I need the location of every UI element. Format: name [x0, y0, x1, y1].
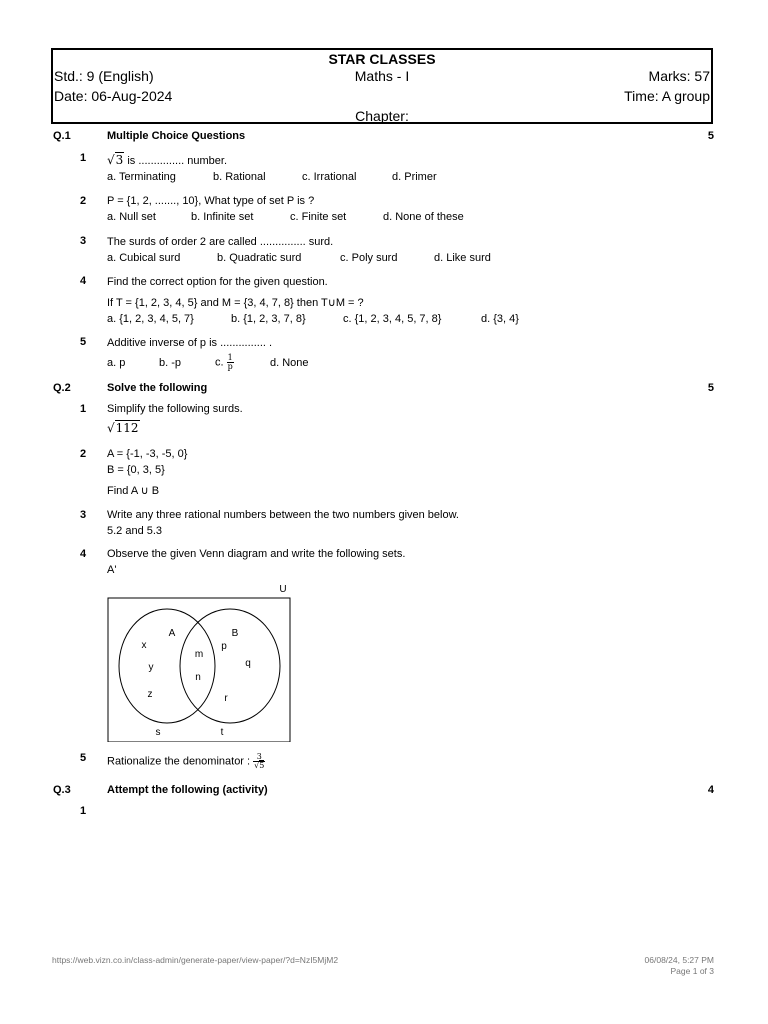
sqrt-symbol: √3: [107, 153, 124, 167]
q1-marks: 5: [707, 130, 714, 142]
q2-number: Q.2: [53, 382, 71, 394]
q2-4-number: 4: [80, 548, 87, 560]
footer-url: https://web.vizn.co.in/class-admin/generate-paper/view-paper/?d=NzI5MjM2: [52, 955, 339, 965]
standard-label: Std.: 9 (English): [54, 68, 154, 84]
q1-5-question: Additive inverse of p is ............... .: [107, 337, 273, 349]
venn-element-p: p: [221, 641, 227, 652]
date-label: Date: 06-Aug-2024: [54, 88, 173, 104]
q1-number: Q.1: [53, 130, 71, 142]
q1-5-number: 5: [80, 336, 87, 348]
q1-1-option-d: d. Primer: [392, 171, 437, 183]
footer-page: Page 1 of 3: [670, 966, 714, 976]
venn-universe-box: [108, 598, 290, 742]
q1-5-option-a: a. p: [107, 357, 126, 369]
q3-1-number: 1: [80, 805, 87, 817]
q1-2-option-d: d. None of these: [383, 211, 464, 223]
q2-4-set: A': [107, 564, 117, 576]
q2-1-number: 1: [80, 403, 87, 415]
q1-3-option-c: c. Poly surd: [340, 252, 398, 264]
q1-title: Multiple Choice Questions: [107, 130, 246, 142]
venn-circle-a: [119, 609, 215, 723]
q2-2-task: Find A ∪ B: [107, 485, 160, 497]
school-name: STAR CLASSES: [328, 51, 436, 67]
venn-circle-b: [180, 609, 280, 723]
q2-marks: 5: [707, 382, 714, 394]
fraction: $\frac{1}{p}$: [227, 353, 233, 371]
venn-element-s: s: [155, 727, 161, 738]
q1-4-option-d: d. {3, 4}: [481, 313, 519, 325]
q2-1-surd: [107, 421, 140, 435]
venn-universe-label: U: [279, 584, 287, 595]
venn-element-t: t: [220, 727, 224, 738]
q1-2-option-c: c. Finite set: [290, 211, 347, 223]
q2-2-set-a: A = {-1, -3, -5, 0}: [107, 448, 188, 460]
q1-4-option-a: a. {1, 2, 3, 4, 5, 7}: [107, 313, 194, 325]
sqrt-symbol: √112: [107, 421, 139, 435]
q1-1-number: 1: [80, 152, 87, 164]
marks-label: Marks: 57: [648, 68, 710, 84]
venn-label-a: A: [168, 628, 176, 639]
q3-title: Attempt the following (activity): [107, 784, 268, 796]
venn-element-n: n: [195, 672, 201, 683]
q1-4-question: Find the correct option for the given question.: [107, 276, 328, 288]
subject-label: Maths - I: [354, 68, 410, 84]
q1-1-option-a: a. Terminating: [107, 171, 176, 183]
q1-3-option-a: a. Cubical surd: [107, 252, 181, 264]
q2-4-question: Observe the given Venn diagram and write the following sets.: [107, 548, 406, 560]
paper-header: [51, 48, 713, 124]
q1-3-option-d: d. Like surd: [434, 252, 491, 264]
q2-3-numbers: 5.2 and 5.3: [107, 525, 163, 537]
venn-label-b: B: [231, 628, 239, 639]
venn-element-y: y: [148, 662, 154, 673]
venn-element-x: x: [141, 640, 147, 651]
q2-3-number: 3: [80, 509, 87, 521]
q1-3-option-b: b. Quadratic surd: [217, 252, 302, 264]
q1-2-option-a: a. Null set: [107, 211, 156, 223]
q1-1-question: √3 is ............... number.: [107, 153, 227, 167]
q3-marks: 4: [707, 784, 714, 796]
q1-2-number: 2: [80, 195, 87, 207]
q2-2-set-b: B = {0, 3, 5}: [107, 464, 165, 476]
q2-5-question: Rationalize the denominator : $\frac{3}{√5}$: [107, 752, 265, 770]
venn-element-q: q: [245, 658, 251, 669]
fraction: $\frac{3}{√5}$: [254, 752, 265, 770]
q1-5-option-b: b. -p: [159, 357, 182, 369]
q1-4-number: 4: [80, 275, 87, 287]
venn-element-m: m: [194, 649, 204, 660]
venn-diagram: [100, 580, 300, 742]
q1-2-question: P = {1, 2, ......., 10}, What type of set P is ?: [107, 195, 315, 207]
q1-5-option-d: d. None: [270, 357, 309, 369]
venn-element-r: r: [224, 693, 228, 704]
q1-3-number: 3: [80, 235, 87, 247]
q1-4-option-b: b. {1, 2, 3, 7, 8}: [231, 313, 306, 325]
q1-5-option-c: c. $\frac{1}{p}$: [215, 353, 233, 371]
footer-datetime: 06/08/24, 5:27 PM: [644, 955, 714, 965]
q2-3-question: Write any three rational numbers between the two numbers given below.: [107, 509, 459, 521]
q1-4-question-detail: If T = {1, 2, 3, 4, 5} and M = {3, 4, 7, 8} then T∪M = ?: [107, 297, 364, 309]
q3-number: Q.3: [53, 784, 71, 796]
chapter-label: Chapter:: [355, 108, 409, 124]
q2-title: Solve the following: [107, 382, 208, 394]
time-label: Time: A group: [624, 88, 710, 104]
q1-3-question: The surds of order 2 are called ............... surd.: [107, 236, 334, 248]
q1-1-option-c: c. Irrational: [302, 171, 357, 183]
q2-5-number: 5: [80, 752, 87, 764]
venn-element-z: z: [147, 689, 153, 700]
q1-1-option-b: b. Rational: [213, 171, 266, 183]
q1-4-option-c: c. {1, 2, 3, 4, 5, 7, 8}: [343, 313, 442, 325]
q2-2-number: 2: [80, 448, 87, 460]
q1-2-option-b: b. Infinite set: [191, 211, 254, 223]
q2-1-question: Simplify the following surds.: [107, 403, 243, 415]
